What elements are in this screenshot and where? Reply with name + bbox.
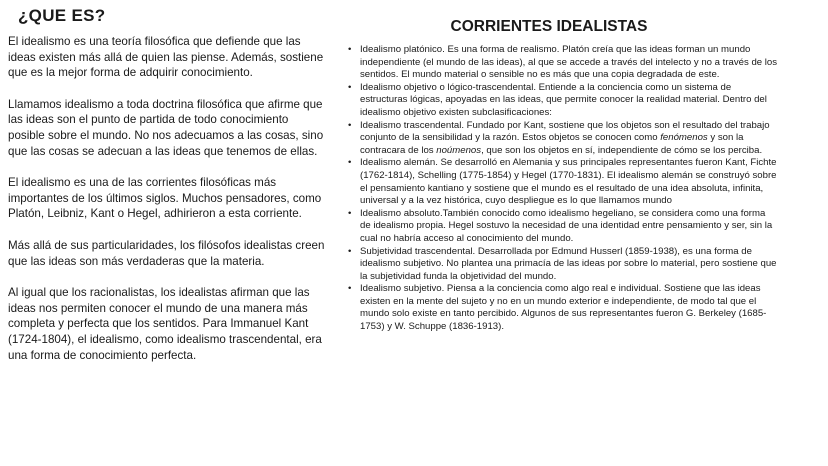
fenomenos-term: fenómenos [660, 132, 708, 144]
paragraph-3: El idealismo es una de las corrientes filosóficas más importantes de los últimos siglos. Muchos pensadores, como Platón, Leibniz, Kant o Hegel, adhirieron a esta corriente. [8, 176, 322, 221]
list-item-idealismo-platonico: • Idealismo platónico. Es una forma de realismo. Platón creía que las ideas forman un mundo independiente (el mundo de las ideas), al que se accede a través del intelecto y no a través de los sentidos. El mundo material o sensible no es más que una copia degradada de este. [348, 44, 778, 82]
paragraph-4: Más allá de sus particularidades, los filósofos idealistas creen que las ideas son más verdaderas que la materia. [8, 238, 325, 268]
trascendental-text-2: y son la contracara de los [360, 132, 744, 156]
noumenos-term: noúmenos [436, 144, 482, 156]
que-es-section [8, 6, 326, 379]
list-item-idealismo-absoluto: • Idealismo absoluto.También conocido como idealismo hegeliano, se considera como una forma de idealismo propia. Hegel sostuvo la necesidad de una identidad entre pensamiento y ser, sin la cual no habría acceso al conocimiento del mundo. [348, 208, 778, 246]
que-es-title: ¿QUE ES? [18, 6, 106, 25]
list-item-idealismo-aleman: • Idealismo alemán. Se desarrolló en Alemania y sus principales representantes fueron Kant, Fichte (1762-1814), Schelling (1775-1854) y Hegel (1770-1831). El idealismo alemán se construyó sobre el pensamiento kantiano y sostiene que el mundo es el resultado de una idea absoluta, infinita, universal y a la vez histórica, cuyo despliegue es lo que llamamos mundo [348, 157, 778, 207]
list-item-idealismo-trascendental [348, 120, 778, 158]
paragraph-5: Al igual que los racionalistas, los idealistas afirman que las ideas nos permiten conocer el mundo de una manera más completa y perfecta que los sentidos. Para Immanuel Kant (1724-1804), el idealismo, como idealismo trascendental, era una forma de conocimiento perfecta. [8, 286, 322, 362]
list-item-subjetividad-trascendental: • Subjetividad trascendental. Desarrollada por Edmund Husserl (1859-1938), es una forma de idealismo subjetivo. No plantea una primacía de las ideas por sobre lo material, pero sostiene que la subjetividad funda la objetividad del mundo. [348, 246, 778, 284]
corrientes-section [348, 18, 778, 334]
list-item-idealismo-objetivo: • Idealismo objetivo o lógico-trascendental. Entiende a la conciencia como un sistema de estructuras lógicas, apoyadas en las ideas, que permite conocer la realidad material. Dentro del idealismo objetivo existen subclasificaciones: [348, 82, 778, 120]
trascendental-text-1: Idealismo trascendental. Fundado por Kant, sostiene que los objetos son el resultado del trabajo conjunto de la sensibilidad y la razón. Estos objetos se conocen como [360, 119, 770, 144]
list-item-idealismo-subjetivo: • Idealismo subjetivo. Piensa a la conciencia como algo real e individual. Sostiene que las ideas existen en la mente del sujeto y no en un mundo exterior e independiente, de modo tal que el mundo solo existe en tanto percibido. Algunos de sus representantes fueron G. Berkeley (1685-1753) y W. Schuppe (1836-1913). [348, 283, 778, 333]
trascendental-text-3: , que son los objetos en sí, independiente de cómo se los perciba. [481, 144, 763, 156]
paragraph-1: El idealismo es una teoría filosófica que defiende que las ideas existen más allá de quien las piense. Además, sostiene que es la mejor forma de adquirir conocimiento. [8, 35, 324, 80]
corrientes-list [348, 44, 778, 334]
paragraph-2: Llamamos idealismo a toda doctrina filosófica que afirme que las ideas son el punto de partida de todo conocimiento posible sobre el mundo. No nos adecuamos a las cosas, sino que las cosas se adecuan a las ideas que tenemos de ellas. [8, 97, 324, 158]
corrientes-title: CORRIENTES IDEALISTAS [450, 18, 648, 35]
